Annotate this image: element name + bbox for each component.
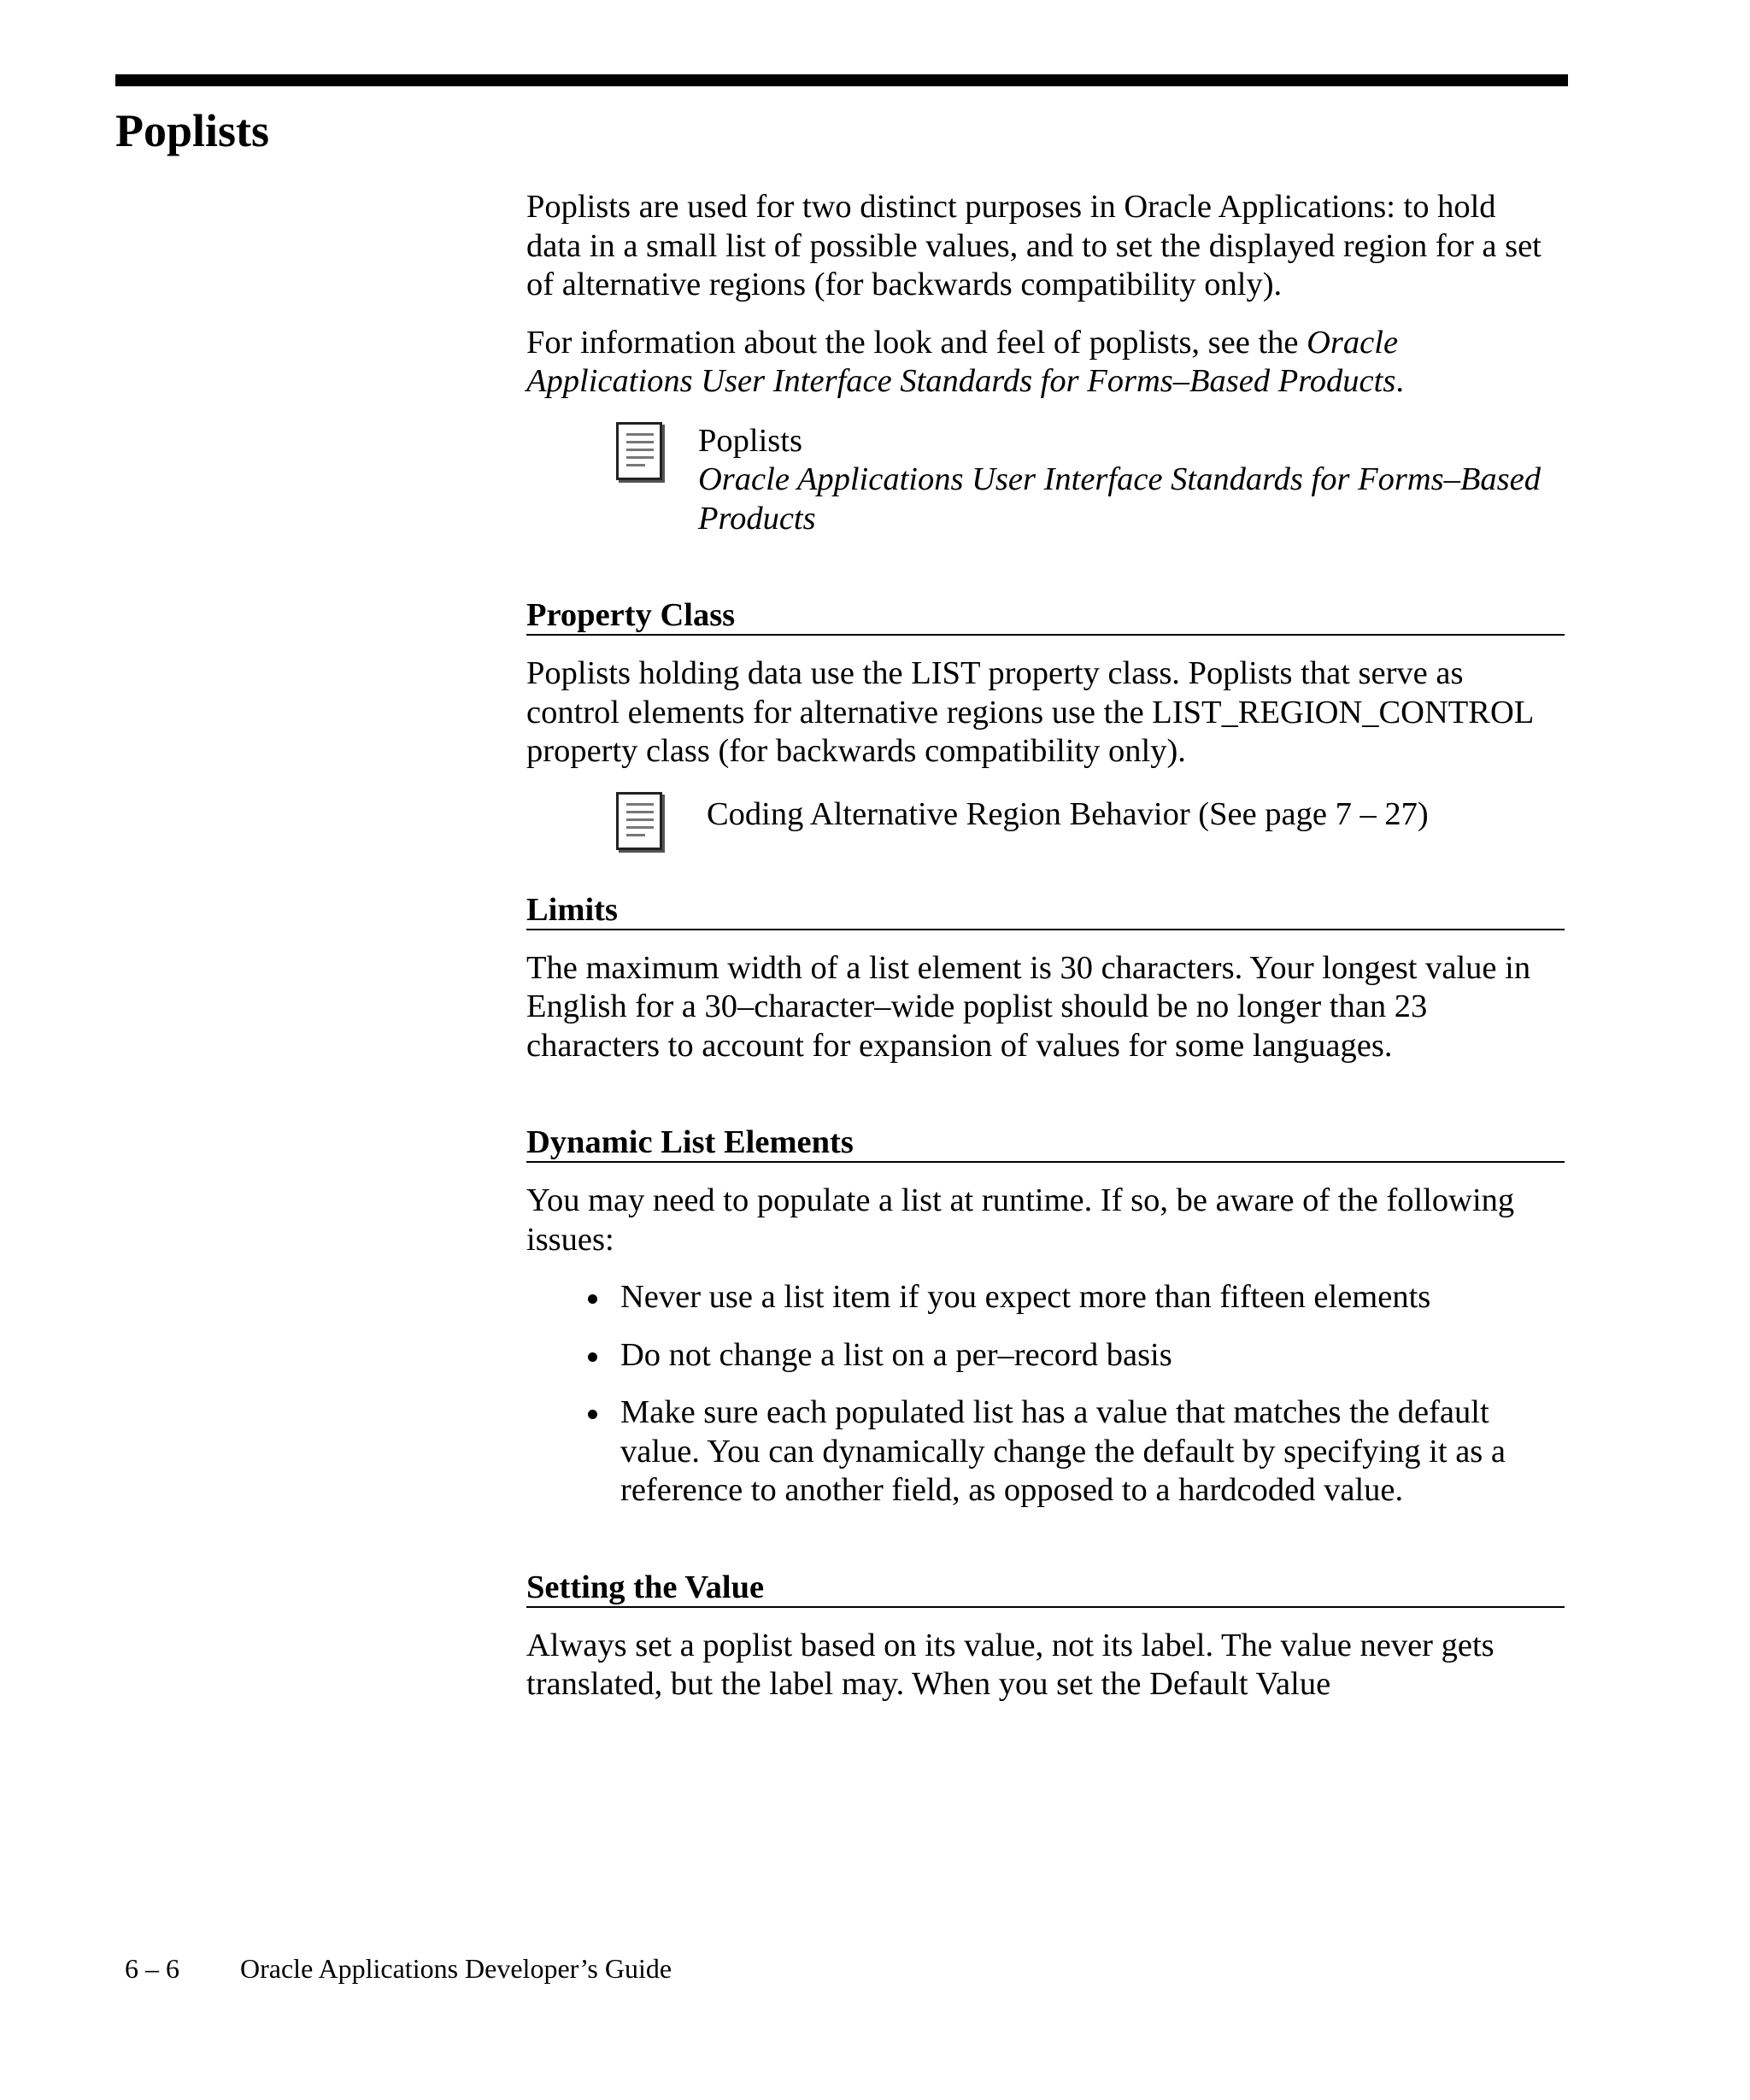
page-footer bbox=[125, 1951, 672, 1986]
list-item: Never use a list item if you expect more than fifteen elements bbox=[526, 1278, 1565, 1317]
page-number: 6 – 6 bbox=[125, 1953, 179, 1984]
document-icon bbox=[616, 792, 662, 850]
intro-paragraph: Poplists are used for two distinct purposes in Oracle Applications: to hold data in a small list of possible values, and to set the displayed region for a set of alternative regions (for backwards compatibility only). bbox=[526, 189, 1542, 302]
list-item: Do not change a list on a per–record basis bbox=[526, 1336, 1565, 1376]
limits-body: The maximum width of a list element is 30 characters. Your longest value in English for a 30–character–wide poplist should be no longer than 23 characters to account for expansion of values for some languages. bbox=[526, 949, 1531, 1064]
list-item: Make sure each populated list has a value that matches the default value. You can dynamically change the default by specifying it as a reference to another field, as opposed to a hardcoded value. bbox=[526, 1393, 1565, 1510]
standards-reference: Oracle Applications User Interface Standards for Forms–Based Products bbox=[526, 324, 1399, 399]
document-icon bbox=[616, 422, 662, 480]
heading-property-class: Property Class bbox=[526, 596, 1565, 636]
xref-alternative-regions[interactable] bbox=[616, 792, 1565, 850]
look-and-feel-prefix: For information about the look and feel of poplists, see the bbox=[526, 324, 1307, 361]
xref-poplists-text bbox=[698, 422, 1565, 539]
page-title: Poplists bbox=[115, 105, 270, 156]
top-rule bbox=[115, 74, 1568, 86]
xref-topic: Poplists bbox=[698, 422, 802, 459]
property-class-body: Poplists holding data use the LIST property class. Poplists that serve as control elements for alternative regions use the LIST_REGION_CONTROL property class (for backwards compatibility only). bbox=[526, 655, 1533, 769]
heading-setting-the-value: Setting the Value bbox=[526, 1569, 1565, 1608]
look-and-feel-paragraph bbox=[526, 324, 1552, 402]
setting-value-body: Always set a poplist based on its value, not its label. The value never gets translated, but the label may. When you set the Default Value bbox=[526, 1627, 1495, 1702]
xref-poplists[interactable] bbox=[616, 422, 1565, 539]
main-content bbox=[526, 188, 1565, 1704]
book-title: Oracle Applications Developer’s Guide bbox=[240, 1953, 672, 1984]
heading-limits: Limits bbox=[526, 891, 1565, 930]
look-and-feel-suffix: . bbox=[1395, 363, 1404, 399]
dynamic-issues-list bbox=[526, 1278, 1565, 1510]
xref-alternative-regions-text: Coding Alternative Region Behavior (See page 7 – 27) bbox=[707, 795, 1429, 832]
xref-book-title: Oracle Applications User Interface Standards for Forms–Based Products bbox=[698, 461, 1541, 537]
dynamic-body: You may need to populate a list at runtime. If so, be aware of the following issues: bbox=[526, 1182, 1515, 1258]
heading-dynamic-list-elements: Dynamic List Elements bbox=[526, 1123, 1565, 1163]
